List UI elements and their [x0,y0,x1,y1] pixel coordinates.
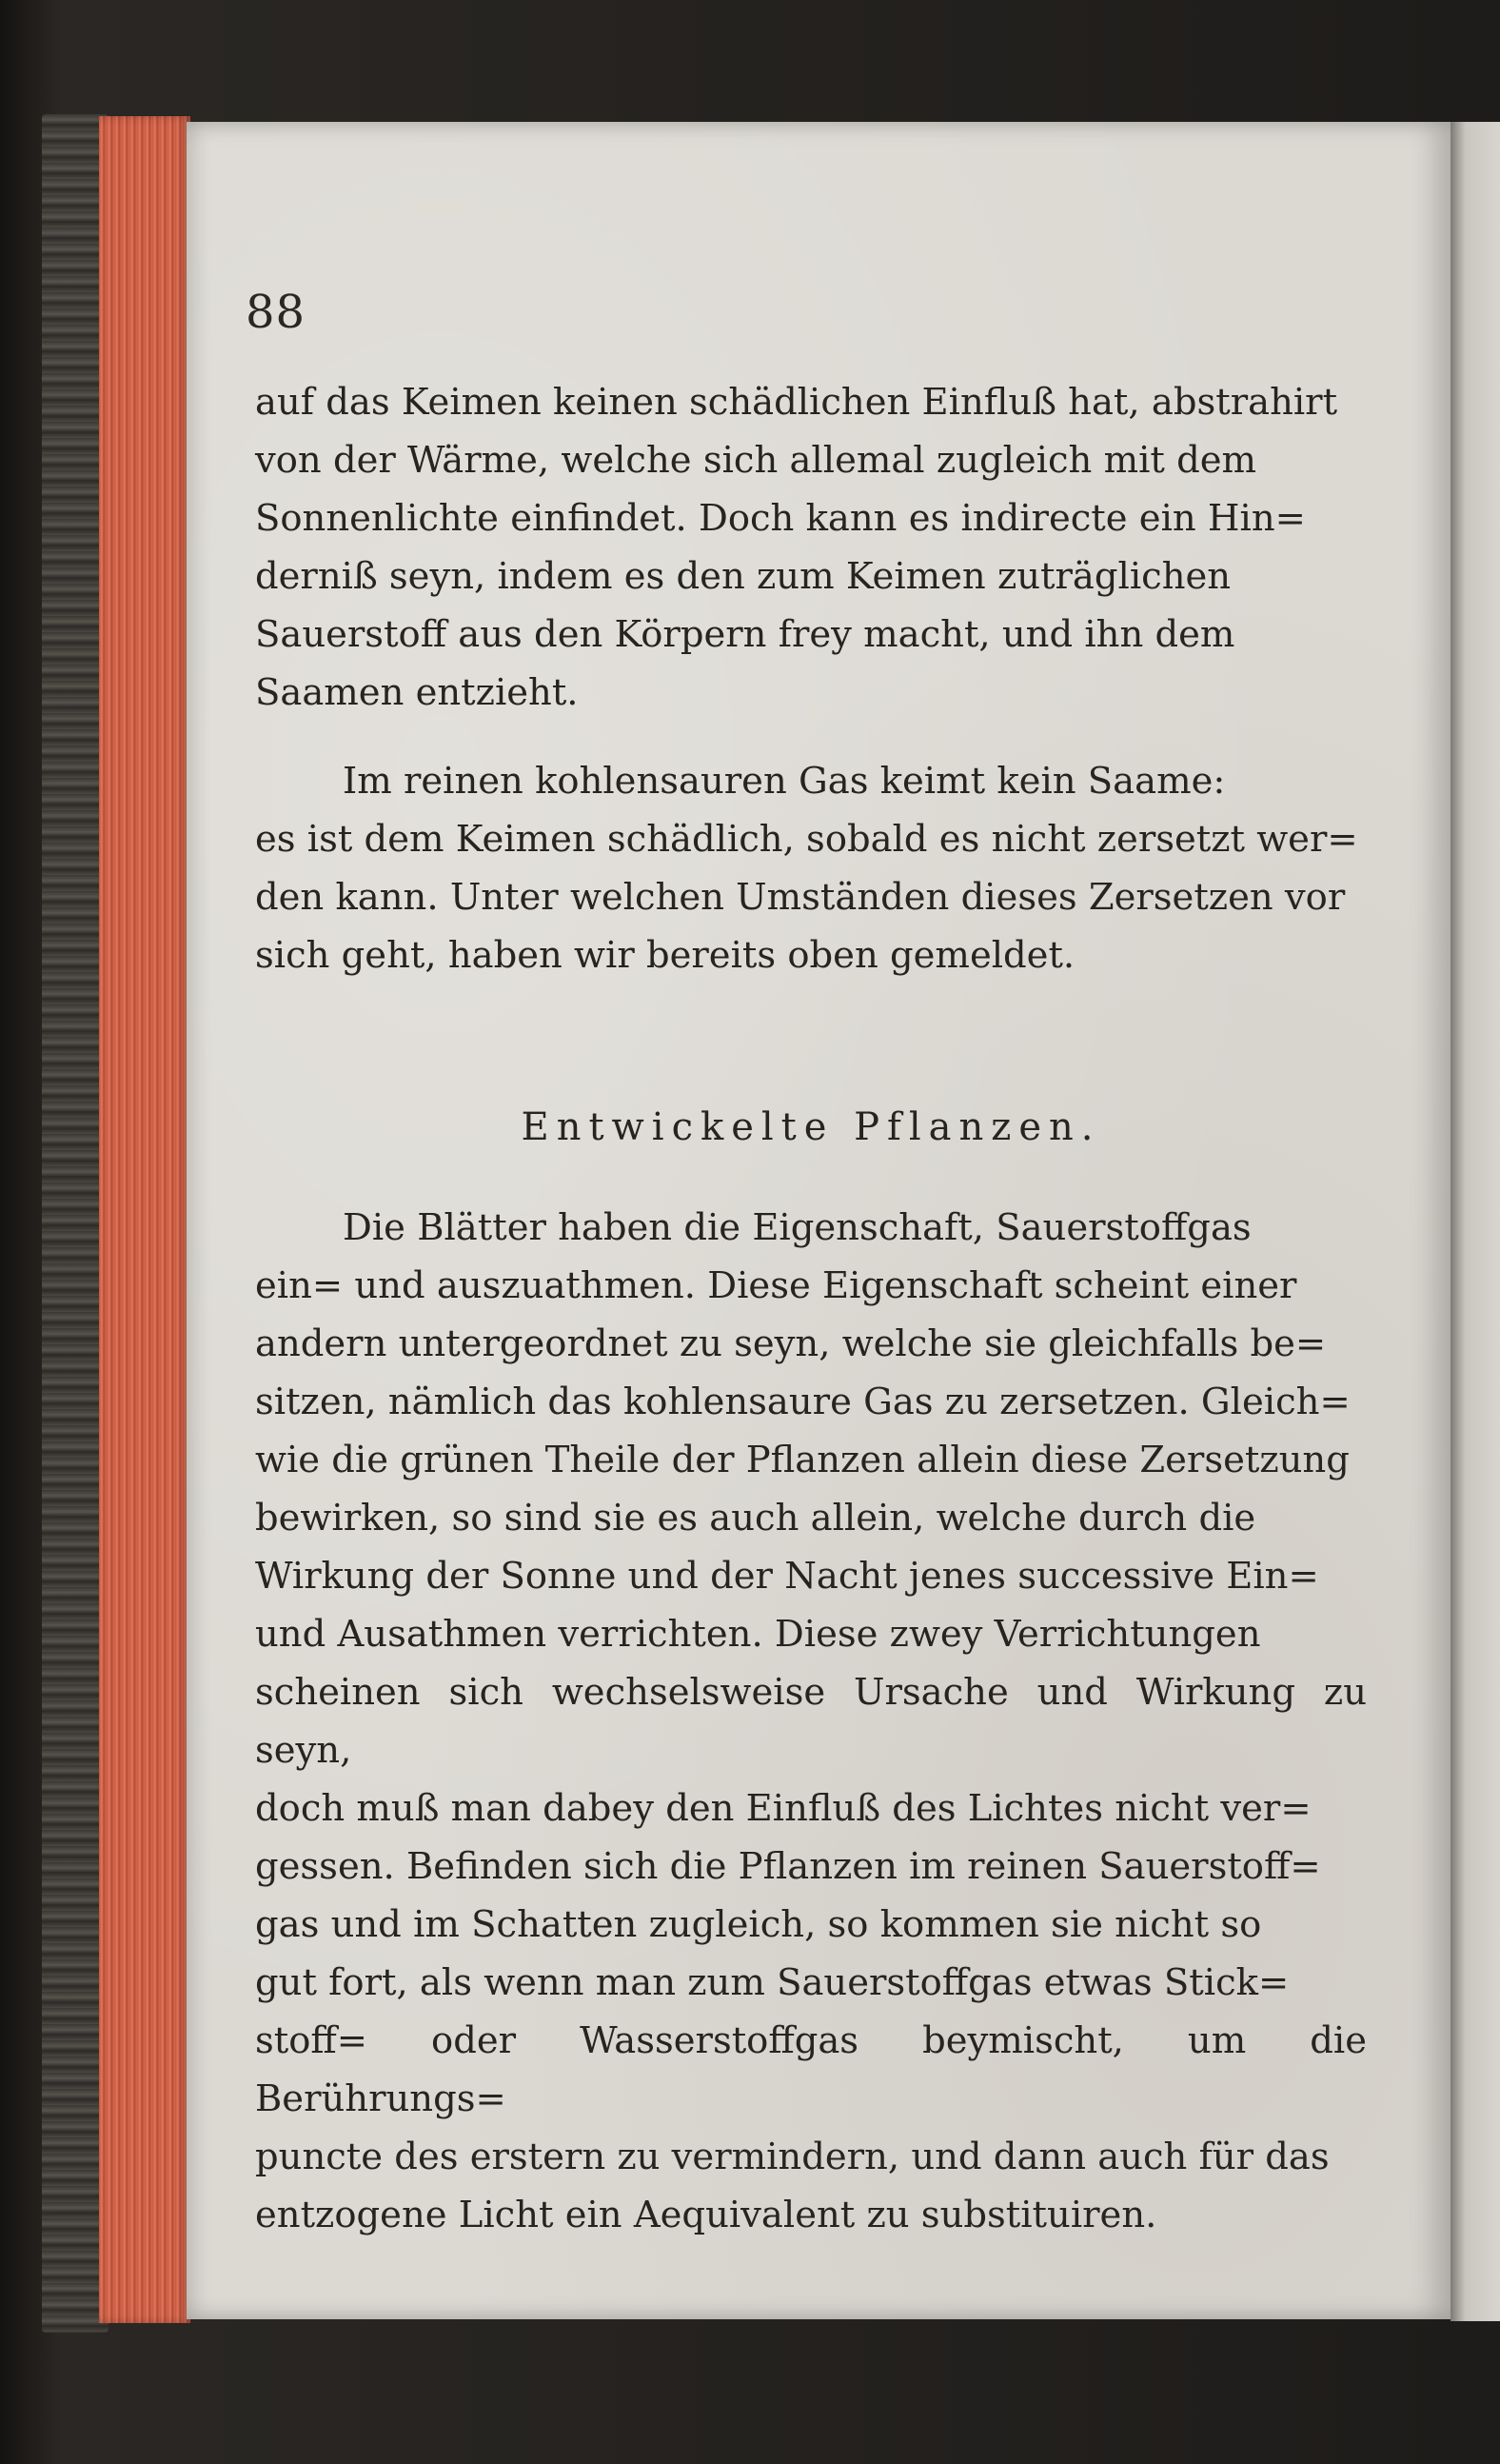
paragraph-1: auf das Keimen keinen schädlichen Einfluß hat, abstrahirt von der Wärme, welche sich allemal zugleich mit dem Sonnenlichte einfindet. Doch kann es indirecte ein Hin= derniß seyn, indem es den zum Keimen zuträglichen Sauerstoff aus den Körpern frey macht, und ihn dem Saamen entzieht. [255,381,1338,714]
page-text [255,373,1367,2244]
paragraph-3: Die Blätter haben die Eigenschaft, Sauerstoffgas ein= und auszuathmen. Diese Eigenschaft scheint einer andern untergeordnet zu seyn, welche sie gleichfalls be= sitzen, nämlich das kohlensaure Gas zu zersetzen. Gleich= wie die grünen Theile der Pflanzen allein diese Zersetzung bewirken, so sind sie es auch allein, welche durch die Wirkung der Sonne und der Nacht jenes successive Ein= und Ausathmen verrichten. Diese zwey Verrichtungen scheinen sich wechselsweise Ursache und Wirkung zu seyn, doch muß man dabey den Einfluß des Lichtes nicht ver= gessen. Befinden sich die Pflanzen im reinen Sauerstoff= gas und im Schatten zugleich, so kommen sie nicht so gut fort, als wenn man zum Sauerstoffgas etwas Stick= stoff= oder Wasserstoffgas beymischt, um die Berührungs= puncte des erstern zu vermindern, und dann auch für das entzogene Licht ein Aequivalent zu substituiren. [255,1206,1367,2236]
page-number: 88 [246,286,306,339]
page-edges [99,116,190,2323]
paragraph-2: Im reinen kohlensauren Gas keimt kein Saame: es ist dem Keimen schädlich, sobald es nicht zersetzt wer= den kann. Unter welchen Umständen dieses Zersetzen vor sich geht, haben wir bereits oben gemeldet. [255,760,1358,977]
facing-page-edge [1451,122,1500,2321]
section-heading: Entwickelte Pflanzen. [521,1105,1101,1149]
